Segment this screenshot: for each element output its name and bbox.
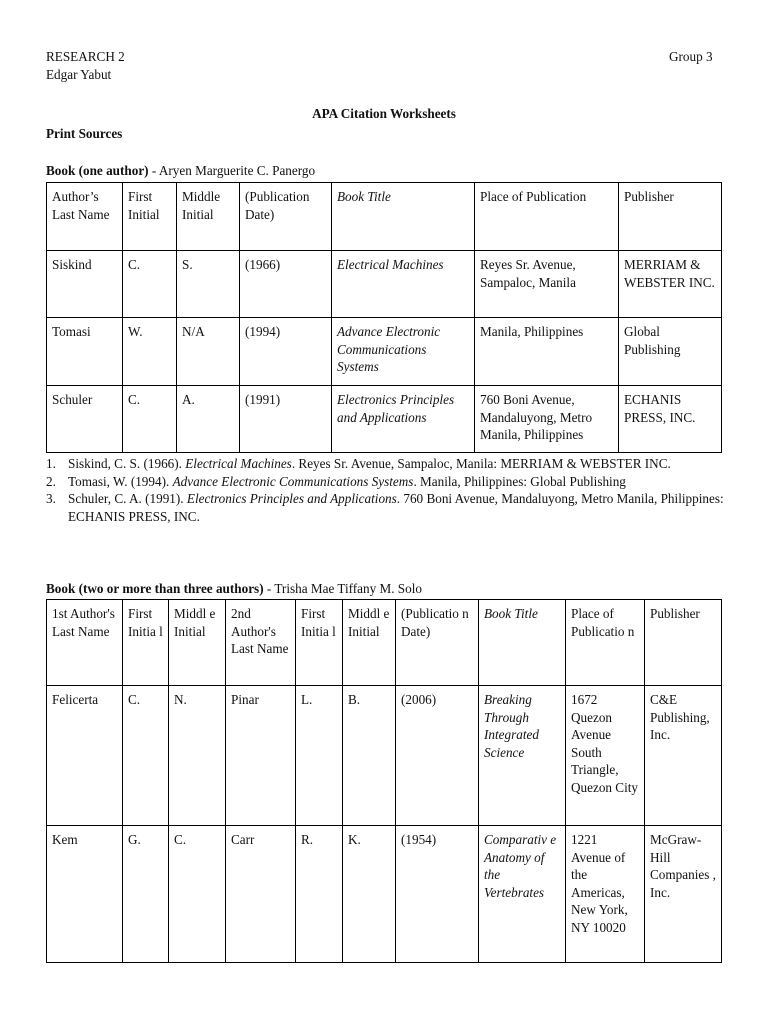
table-cell: Electronics Principles and Applications (332, 386, 475, 453)
table-cell: Reyes Sr. Avenue, Sampaloc, Manila (475, 251, 619, 318)
group-label: Group 3 (669, 49, 713, 64)
column-header: Middl e Initial (169, 600, 226, 686)
table-cell: N/A (177, 318, 240, 386)
column-header: Middle Initial (177, 183, 240, 251)
table-cell: Schuler (47, 386, 123, 453)
table-cell: C. (123, 386, 177, 453)
table-row (47, 826, 722, 963)
reference-number: 2. (46, 473, 56, 489)
column-header: Middl e Initial (343, 600, 396, 686)
section2-heading (46, 580, 422, 598)
column-header: Place of Publication (475, 183, 619, 251)
column-header: 1st Author's Last Name (47, 600, 123, 686)
table-row (47, 386, 722, 453)
table-cell: W. (123, 318, 177, 386)
reference-number: 3. (46, 491, 56, 506)
table-cell: S. (177, 251, 240, 318)
section2-heading-rest: - Trisha Mae Tiffany M. Solo (263, 581, 422, 596)
table-row (47, 318, 722, 386)
table-cell: Siskind (47, 251, 123, 318)
column-header: Place of Publicatio n (566, 600, 645, 686)
table-cell: B. (343, 686, 396, 826)
table-cell: (2006) (396, 686, 479, 826)
reference-author-date: Schuler, C. A. (1991). (68, 491, 187, 506)
reference-item (46, 473, 748, 491)
column-header: Book Title (479, 600, 566, 686)
section1-heading-rest: - Aryen Marguerite C. Panergo (148, 163, 316, 178)
table-row (47, 251, 722, 318)
reference-title: Advance Electronic Communications Systems (172, 473, 414, 489)
table-cell: Manila, Philippines (475, 318, 619, 386)
reference-item (46, 490, 748, 525)
table-cell: (1954) (396, 826, 479, 963)
section1-heading (46, 162, 315, 180)
section1-heading-bold: Book (one author) (46, 163, 149, 178)
table-cell: Felicerta (47, 686, 123, 826)
table-cell: K. (343, 826, 396, 963)
table-cell: Pinar (226, 686, 296, 826)
author-name: Edgar Yabut (46, 66, 112, 82)
table-cell: Electrical Machines (332, 251, 475, 318)
print-sources-heading: Print Sources (46, 126, 123, 141)
multi-author-table (46, 599, 722, 963)
table-cell: C. (169, 826, 226, 963)
table-cell: Breaking Through Integrated Science (479, 686, 566, 826)
reference-title: Electrical Machines (185, 456, 292, 471)
table-cell: Tomasi (47, 318, 123, 386)
reference-author-date: Siskind, C. S. (1966). (68, 456, 186, 471)
reference-publisher: . Manila, Philippines: Global Publishing (413, 473, 626, 489)
table-cell: Comparativ e Anatomy of the Vertebrates (479, 826, 566, 963)
table-cell: ECHANIS PRESS, INC. (619, 386, 722, 453)
table-cell: Carr (226, 826, 296, 963)
table-cell: (1991) (240, 386, 332, 453)
course-name: RESEARCH 2 (46, 49, 125, 64)
table-cell: McGraw-Hill Companies , Inc. (645, 826, 722, 963)
reference-publisher: . Reyes Sr. Avenue, Sampaloc, Manila: MERRIAM & WEBSTER INC. (291, 456, 671, 471)
page-title: APA Citation Worksheets (312, 106, 456, 121)
column-header: Publisher (645, 600, 722, 686)
document-header-left (46, 48, 125, 83)
table-cell: 1672 Quezon Avenue South Triangle, Quezon City (566, 686, 645, 826)
table-cell: R. (296, 826, 343, 963)
table-cell: 760 Boni Avenue, Mandaluyong, Metro Manila, Philippines (475, 386, 619, 453)
table-cell: 1221 Avenue of the Americas, New York, NY 10020 (566, 826, 645, 963)
column-header: Author’s Last Name (47, 183, 123, 251)
reference-item (46, 455, 748, 473)
column-header: 2nd Author's Last Name (226, 600, 296, 686)
table-cell: A. (177, 386, 240, 453)
table-cell: Advance Electronic Communications Systems (332, 318, 475, 386)
table-cell: Kem (47, 826, 123, 963)
table-cell: C. (123, 251, 177, 318)
table-header-row (47, 600, 722, 686)
table-cell: N. (169, 686, 226, 826)
table-cell: (1994) (240, 318, 332, 386)
table-cell: MERRIAM & WEBSTER INC. (619, 251, 722, 318)
column-header: First Initial (123, 183, 177, 251)
table-cell: G. (123, 826, 169, 963)
column-header: (Publicatio n Date) (396, 600, 479, 686)
table-cell: Global Publishing (619, 318, 722, 386)
column-header: Publisher (619, 183, 722, 251)
table-header-row (47, 183, 722, 251)
reference-number: 1. (46, 456, 56, 471)
reference-list (46, 455, 748, 525)
table-cell: C. (123, 686, 169, 826)
reference-title: Electronics Principles and Applications (186, 491, 397, 506)
column-header: First Initia l (296, 600, 343, 686)
column-header: (Publication Date) (240, 183, 332, 251)
one-author-table (46, 182, 722, 453)
column-header: First Initia l (123, 600, 169, 686)
table-row (47, 686, 722, 826)
column-header: Book Title (332, 183, 475, 251)
table-cell: L. (296, 686, 343, 826)
reference-publisher: . 760 Boni Avenue, Mandaluyong, Metro Manila, Philippines: ECHANIS PRESS, INC. (68, 491, 724, 524)
reference-author-date: Tomasi, W. (1994). (68, 473, 173, 489)
table-cell: (1966) (240, 251, 332, 318)
table-cell: C&E Publishing, Inc. (645, 686, 722, 826)
section2-heading-bold: Book (two or more than three authors) (46, 581, 264, 596)
